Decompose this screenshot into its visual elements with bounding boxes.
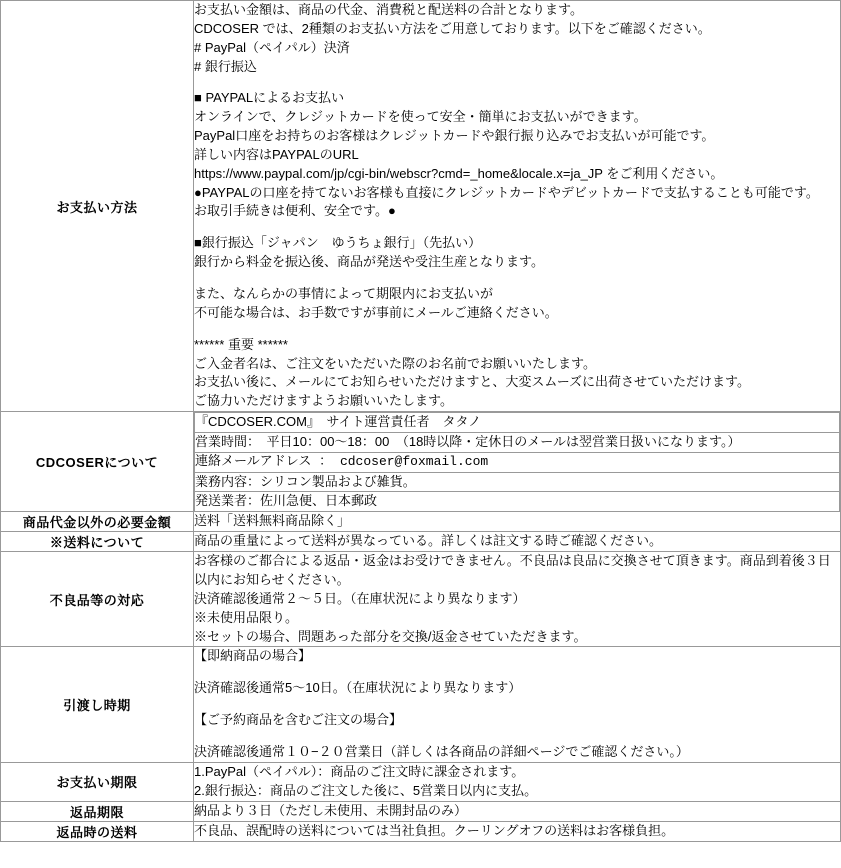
row-label-return-deadline: 返品期限 (1, 801, 194, 821)
text-line: お支払い金額は、商品の代金、消費税と配送料の合計となります。 (194, 2, 583, 17)
table-row-payment-deadline (1, 762, 841, 801)
text-line: また、なんらかの事情によって期限内にお支払いが (194, 285, 494, 301)
text-line: 送料「送料無料商品除く」 (194, 513, 351, 529)
table-row-payment-method (1, 1, 841, 412)
text-line-blank (194, 272, 840, 285)
row-value-extra-fees (194, 512, 841, 532)
text-line-blank (194, 323, 840, 336)
text-line: ご入金者名は、ご注文をいただいた際のお名前でお願いいたします。 (194, 355, 596, 371)
text-line: # 銀行振込 (194, 58, 257, 74)
row-label-payment-deadline: お支払い期限 (1, 762, 194, 801)
text-line: 【ご予約商品を含むご注文の場合】 (194, 712, 403, 728)
text-line-blank (194, 76, 840, 89)
about-item-row (195, 432, 840, 452)
row-value-payment-method (194, 1, 841, 412)
text-line: ※未使用品限り。 (194, 609, 299, 625)
row-label-defective-handling: 不良品等の対応 (1, 552, 194, 647)
text-line: 不可能な場合は、お手数ですが事前にメールご連絡ください。 (194, 304, 558, 320)
text-line: 詳しい内容はPAYPALのURL (194, 146, 359, 162)
text-line: 不良品、誤配時の送料については当社負担。クーリングオフの送料はお客様負担。 (194, 822, 675, 838)
row-value-payment-deadline (194, 762, 841, 801)
row-value-defective-handling (194, 552, 841, 647)
about-sub-table (194, 412, 840, 511)
text-line: 決済確認後通常１０−２０営業日（詳しくは各商品の詳細ページでご確認ください。） (194, 744, 689, 759)
text-line: 決済確認後通常２〜５日。（在庫状況により異なります） (194, 590, 526, 606)
about-item-operator: 『CDCOSER.COM』 サイト運営責任者 タタノ (195, 413, 840, 433)
text-line-blank (194, 666, 840, 679)
about-item-carrier: 発送業者：佐川急便、日本郵政 (195, 492, 840, 511)
text-line: オンラインで、クレジットカードを使って安全・簡単にお支払いができます。 (194, 109, 647, 125)
text-line: ※セットの場合、問題あった部分を交換/返金させていただきます。 (194, 628, 587, 644)
row-value-return-shipping (194, 821, 841, 841)
text-line-paypal-url: https://www.paypal.com/jp/cgi-bin/webscr?cmd=_home&locale.x=ja_JP をご利用ください。 (194, 165, 724, 181)
table-row-defective-handling (1, 552, 841, 647)
text-line: 2.銀行振込：商品のご注文した後に、5営業日以内に支払。 (194, 782, 538, 798)
row-label-return-shipping: 返品時の送料 (1, 821, 194, 841)
text-line: 商品の重量によって送料が異なっている。詳しくは註文する時ご確認ください。 (194, 533, 663, 549)
text-line: お支払い後に、メールにてお知らせいただけますと、大変スムーズに出荷させていただけます。 (194, 374, 751, 390)
row-label-extra-fees: 商品代金以外の必要金額 (1, 512, 194, 532)
text-line: PayPal口座をお持ちのお客様はクレジットカードや銀行振り込みでお支払いが可能です。 (194, 128, 715, 144)
text-line: 1.PayPal（ペイパル）：商品のご注文時に課金されます。 (194, 763, 525, 779)
table-row-about-cdcoser (1, 412, 841, 512)
about-item-row (195, 472, 840, 492)
row-label-shipping-fee: ※送料について (1, 532, 194, 552)
text-line: ■ PAYPALによるお支払い (194, 90, 345, 106)
table-row-delivery-time (1, 647, 841, 762)
table-row-return-shipping (1, 821, 841, 841)
text-line-blank (194, 730, 840, 743)
table-row-extra-fees (1, 512, 841, 532)
text-line-blank (194, 221, 840, 234)
row-label-payment-method: お支払い方法 (1, 1, 194, 412)
row-label-delivery-time: 引渡し時期 (1, 647, 194, 762)
about-item-row (195, 452, 840, 472)
text-line: 銀行から料金を振込後、商品が発送や受注生産となります。 (194, 254, 544, 270)
row-value-about-cdcoser (194, 412, 841, 512)
text-line: 納品より３日（ただし未使用、未開封品のみ） (194, 802, 468, 818)
text-line: ご協力いただけますようお願いいたします。 (194, 393, 453, 409)
text-line: # PayPal（ペイパル）決済 (194, 39, 350, 55)
text-line: 決済確認後通常5〜10日。（在庫状況により異なります） (194, 680, 522, 696)
about-item-hours: 営業時間： 平日10：00〜18：00 （18時以降・定休日のメールは翌営業日扱いになります。） (195, 432, 840, 452)
text-line-blank (194, 698, 840, 711)
table-row-shipping-fee (1, 532, 841, 552)
about-item-row (195, 492, 840, 511)
text-line: ●PAYPALの口座を持てないお客様も直接にクレジットカードやデビットカードで支払することも可能です。 (194, 184, 819, 200)
row-label-about-cdcoser: CDCOSERについて (1, 412, 194, 512)
text-line: お取引手続きは便利、安全です。● (194, 203, 396, 219)
row-value-delivery-time (194, 647, 841, 762)
row-value-shipping-fee (194, 532, 841, 552)
table-row-return-deadline (1, 801, 841, 821)
row-value-return-deadline (194, 801, 841, 821)
text-line: お客様のご都合による返品・返金はお受けできません。不良品は良品に交換させて頂きます。商品到着後３日以内にお知らせください。 (194, 553, 831, 588)
about-sub-body (195, 413, 840, 512)
about-item-business: 業務内容：シリコン製品および雑貨。 (195, 472, 840, 492)
text-line: 【即納商品の場合】 (194, 648, 312, 664)
about-item-email: 連絡メールアドレス ： cdcoser@foxmail.com (195, 452, 840, 472)
about-item-row (195, 413, 840, 433)
text-line: ****** 重要 ****** (194, 336, 288, 352)
text-line: ■銀行振込「ジャパン ゆうちょ銀行」（先払い） (194, 235, 482, 251)
table-body (1, 1, 841, 842)
text-line: CDCOSER では、2種類のお支払い方法をご用意しております。以下をご確認ください。 (194, 20, 711, 36)
